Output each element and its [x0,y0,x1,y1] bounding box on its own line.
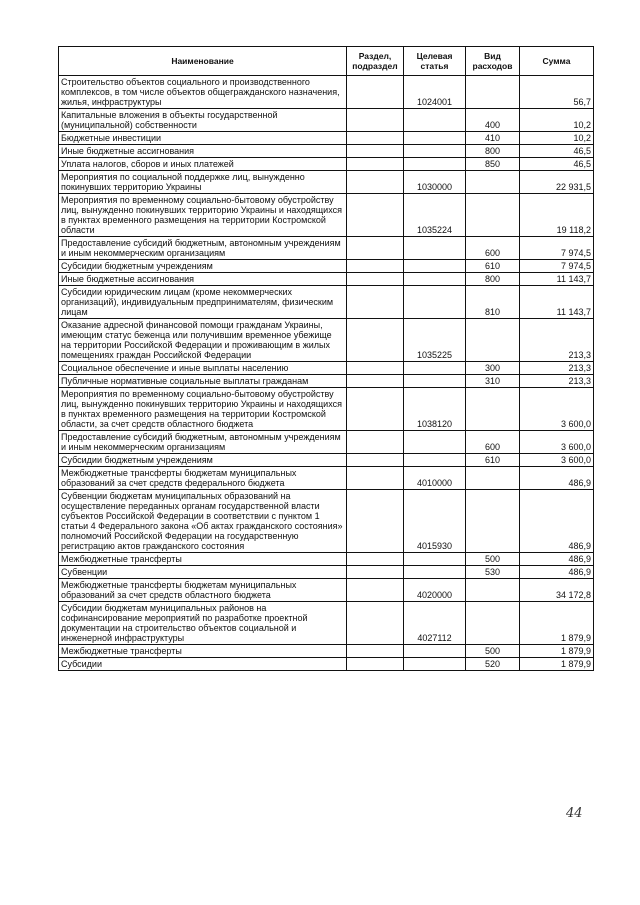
row-article [404,260,466,273]
row-kind [466,171,520,194]
row-sum: 34 172,8 [520,579,594,602]
table-row [59,286,594,319]
row-kind: 610 [466,260,520,273]
row-kind: 600 [466,431,520,454]
row-name: Субсидии бюджетным учреждениям [59,260,347,273]
row-sum: 56,7 [520,76,594,109]
table-row [59,658,594,671]
row-name: Бюджетные инвестиции [59,132,347,145]
row-sum: 7 974,5 [520,237,594,260]
row-section [347,109,404,132]
row-kind: 500 [466,553,520,566]
row-sum: 46,5 [520,158,594,171]
row-section [347,490,404,553]
table-row [59,362,594,375]
row-sum: 1 879,9 [520,645,594,658]
row-sum: 11 143,7 [520,286,594,319]
row-name: Социальное обеспечение и иные выплаты населению [59,362,347,375]
header-name: Наименование [59,47,347,76]
row-kind [466,76,520,109]
row-article: 1024001 [404,76,466,109]
row-section [347,454,404,467]
row-sum: 3 600,0 [520,388,594,431]
row-kind: 300 [466,362,520,375]
row-section [347,145,404,158]
row-name: Межбюджетные трансферты [59,553,347,566]
table-body [59,76,594,671]
row-section [347,76,404,109]
table-row [59,566,594,579]
row-section [347,431,404,454]
table-row [59,553,594,566]
header-kind: Вид расходов [466,47,520,76]
row-kind [466,388,520,431]
row-name: Мероприятия по временному социально-бытовому обустройству лиц, вынужденно покинувших территорию Украины и находящихся в пунктах временного размещения на территории Костромской области [59,194,347,237]
row-section [347,194,404,237]
table-row [59,132,594,145]
row-section [347,566,404,579]
row-article [404,566,466,579]
row-sum: 10,2 [520,109,594,132]
row-article [404,158,466,171]
row-sum: 213,3 [520,375,594,388]
table-header-row [59,47,594,76]
header-sum: Сумма [520,47,594,76]
row-name: Межбюджетные трансферты бюджетам муниципальных образований за счет средств областного бюджета [59,579,347,602]
row-section [347,362,404,375]
row-kind [466,467,520,490]
row-section [347,171,404,194]
row-name: Межбюджетные трансферты бюджетам муниципальных образований за счет средств федерального бюджета [59,467,347,490]
table-row [59,109,594,132]
row-section [347,553,404,566]
row-sum: 7 974,5 [520,260,594,273]
row-article [404,645,466,658]
row-sum: 486,9 [520,467,594,490]
table-row [59,237,594,260]
row-sum: 486,9 [520,566,594,579]
row-name: Капитальные вложения в объекты государственной (муниципальной) собственности [59,109,347,132]
row-section [347,158,404,171]
row-name: Предоставление субсидий бюджетным, автономным учреждениям и иным некоммерческим организациям [59,431,347,454]
header-article: Целевая статья [404,47,466,76]
row-kind [466,194,520,237]
row-kind: 310 [466,375,520,388]
row-name: Субвенции бюджетам муниципальных образований на осуществление переданных органам государственной власти субъектов Российской Федерации в соответствии с пунктом 1 статьи 4 Федерального закона «Об актах гражданского состояния» полномочий Российской Федерации на государственную регистрацию актов гражданского состояния [59,490,347,553]
table-row [59,490,594,553]
row-name: Уплата налогов, сборов и иных платежей [59,158,347,171]
row-name: Предоставление субсидий бюджетным, автономным учреждениям и иным некоммерческим организациям [59,237,347,260]
row-article [404,109,466,132]
row-section [347,602,404,645]
row-kind: 530 [466,566,520,579]
row-article: 4015930 [404,490,466,553]
row-section [347,237,404,260]
row-article [404,273,466,286]
row-sum: 213,3 [520,362,594,375]
row-name: Субсидии юридическим лицам (кроме некоммерческих организаций), индивидуальным предпринимателям, физическим лицам [59,286,347,319]
row-name: Строительство объектов социального и производственного комплексов, в том числе объектов общегражданского назначения, жилья, инфраструктуры [59,76,347,109]
row-name: Субвенции [59,566,347,579]
row-sum: 10,2 [520,132,594,145]
table-row [59,467,594,490]
header-section: Раздел, подраздел [347,47,404,76]
row-sum: 3 600,0 [520,454,594,467]
row-name: Иные бюджетные ассигнования [59,273,347,286]
row-article: 1035224 [404,194,466,237]
row-section [347,375,404,388]
row-kind [466,579,520,602]
row-article: 4010000 [404,467,466,490]
row-article [404,431,466,454]
table-row [59,171,594,194]
row-section [347,319,404,362]
row-section [347,579,404,602]
table-row [59,260,594,273]
row-kind: 520 [466,658,520,671]
table-row [59,579,594,602]
row-kind: 410 [466,132,520,145]
row-sum: 19 118,2 [520,194,594,237]
row-name: Мероприятия по временному социально-бытовому обустройству лиц, вынужденно покинувших территорию Украины и находящихся в пунктах временного размещения на территории Костромской области, за счет средств областного бюджета [59,388,347,431]
row-section [347,132,404,145]
row-section [347,645,404,658]
row-article [404,145,466,158]
row-kind: 850 [466,158,520,171]
table-row [59,76,594,109]
row-article: 1030000 [404,171,466,194]
row-name: Межбюджетные трансферты [59,645,347,658]
table-row [59,602,594,645]
table-row [59,388,594,431]
row-kind: 810 [466,286,520,319]
row-kind: 500 [466,645,520,658]
row-article [404,553,466,566]
row-kind [466,319,520,362]
row-sum: 46,5 [520,145,594,158]
row-sum: 213,3 [520,319,594,362]
row-article [404,237,466,260]
row-kind: 800 [466,273,520,286]
row-name: Мероприятия по социальной поддержке лиц, вынужденно покинувших территорию Украины [59,171,347,194]
table-row [59,375,594,388]
budget-table [58,46,594,671]
row-section [347,273,404,286]
row-article: 4020000 [404,579,466,602]
table-row [59,319,594,362]
table-row [59,645,594,658]
row-kind [466,490,520,553]
row-section [347,286,404,319]
table-row [59,145,594,158]
row-article [404,375,466,388]
row-name: Субсидии бюджетным учреждениям [59,454,347,467]
page-number: 44 [566,806,583,821]
row-kind [466,602,520,645]
row-article: 1038120 [404,388,466,431]
row-kind: 600 [466,237,520,260]
row-kind: 800 [466,145,520,158]
table-row [59,454,594,467]
row-section [347,388,404,431]
row-article [404,286,466,319]
row-article [404,454,466,467]
row-article [404,362,466,375]
row-sum: 3 600,0 [520,431,594,454]
row-kind: 610 [466,454,520,467]
row-name: Иные бюджетные ассигнования [59,145,347,158]
row-name: Субсидии бюджетам муниципальных районов на софинансирование мероприятий по разработке проектной документации на строительство объектов социальной и инженерной инфраструктуры [59,602,347,645]
table-row [59,194,594,237]
row-sum: 486,9 [520,490,594,553]
row-name: Публичные нормативные социальные выплаты гражданам [59,375,347,388]
table-row [59,158,594,171]
row-sum: 1 879,9 [520,602,594,645]
table-row [59,273,594,286]
row-article [404,658,466,671]
row-kind: 400 [466,109,520,132]
row-section [347,658,404,671]
row-name: Оказание адресной финансовой помощи гражданам Украины, имеющим статус беженца или получившим временное убежище на территории Российской Федерации и проживающим в жилых помещениях граждан Российской Федерации [59,319,347,362]
row-article [404,132,466,145]
row-name: Субсидии [59,658,347,671]
row-article: 1035225 [404,319,466,362]
row-section [347,260,404,273]
table-row [59,431,594,454]
row-sum: 11 143,7 [520,273,594,286]
row-article: 4027112 [404,602,466,645]
row-sum: 22 931,5 [520,171,594,194]
row-section [347,467,404,490]
row-sum: 1 879,9 [520,658,594,671]
row-sum: 486,9 [520,553,594,566]
